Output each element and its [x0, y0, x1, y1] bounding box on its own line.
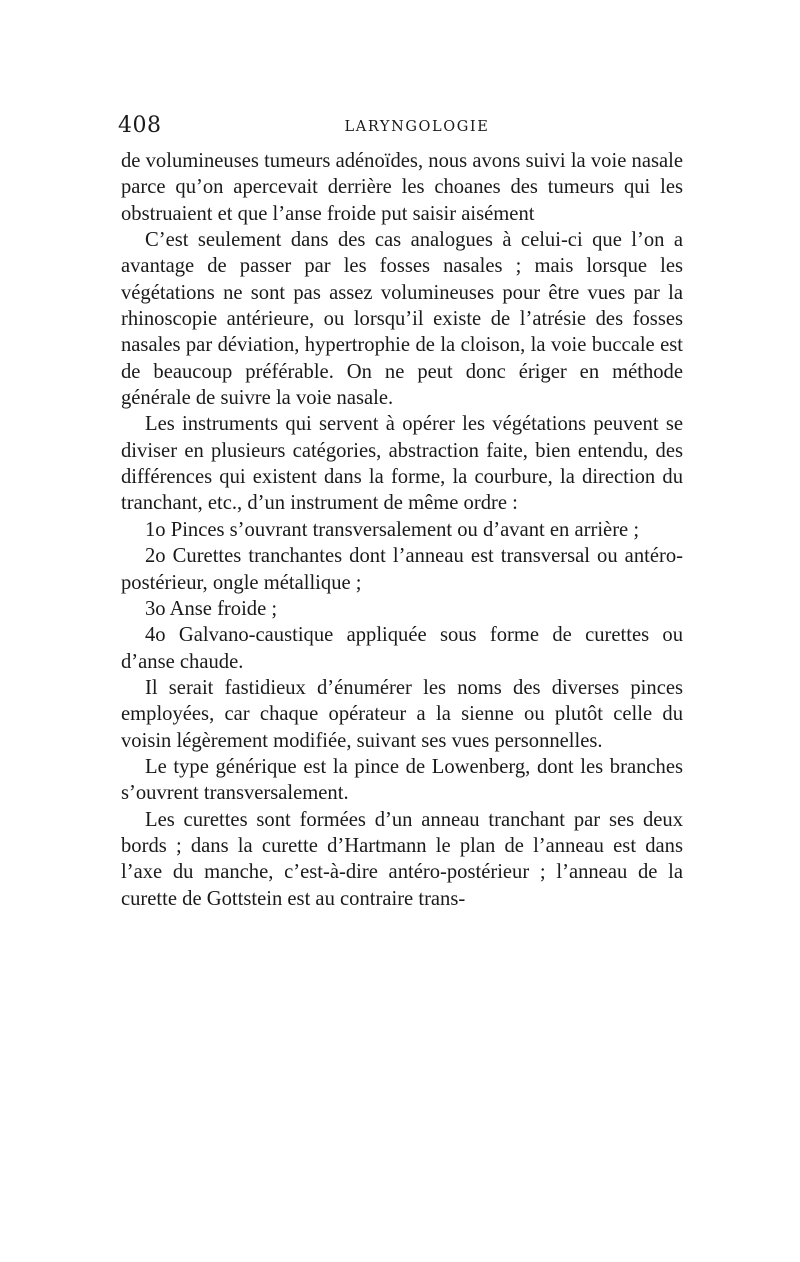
paragraph-nasal-route: C’est seulement dans des cas analogues à celui-ci que l’on a avantage de passer par les fosses nasales ; mais lorsque les végétations ne sont pas assez volumineuses pour être vues par la rhinoscopie antérieure, ou lorsqu’il existe de l’atrésie des fosses nasales par déviation, hypertrophie de la cloison, la voie buccale est de beaucoup préférable. On ne peut donc ériger en méthode générale de suivre la voie nasale.: [121, 229, 683, 410]
running-head: [118, 112, 683, 146]
book-page: [118, 112, 683, 912]
body-text: [121, 148, 683, 912]
paragraph-lowenberg: Le type générique est la pince de Lowenberg, dont les branches s’ouvrent transversalement.: [121, 755, 683, 805]
list-item-anse-froide: 3o Anse froide ;: [145, 597, 278, 620]
list-item-galvano: 4o Galvano-caustique appliquée sous forme de curettes ou d’anse chaude.: [121, 624, 683, 673]
paragraph-continuation: de volumineuses tumeurs adénoïdes, nous avons suivi la voie nasale parce qu’on apercevait derrière les choanes des tumeurs qui les obstruaient et que l’anse froide put saisir aisément: [121, 150, 683, 225]
paragraph-curettes: Les curettes sont formées d’un anneau tranchant par ses deux bords ; dans la curette d’Hartmann le plan de l’anneau est dans l’axe du manche, c’est-à-dire antéro-postérieur ; l’anneau de la curette de Gottstein est au contraire trans-: [121, 808, 683, 910]
paragraph-instruments: Les instruments qui servent à opérer les végétations peuvent se diviser en plusieurs catégories, abstraction faite, bien entendu, des différences qui existent dans la forme, la courbure, la direction du tranchant, etc., d’un instrument de même ordre :: [121, 413, 683, 515]
page-number: 408: [118, 113, 162, 138]
paragraph-pinces: Il serait fastidieux d’énumérer les noms des diverses pinces employées, car chaque opérateur a la sienne ou plutôt celle du voisin légèrement modifiée, suivant ses vues personnelles.: [121, 676, 683, 752]
list-item-pinces: 1o Pinces s’ouvrant transversalement ou d’avant en arrière ;: [145, 518, 640, 541]
list-item-curettes: 2o Curettes tranchantes dont l’anneau est transversal ou antéro-postérieur, ongle métallique ;: [121, 545, 683, 594]
running-title: LARYNGOLOGIE: [344, 119, 490, 135]
